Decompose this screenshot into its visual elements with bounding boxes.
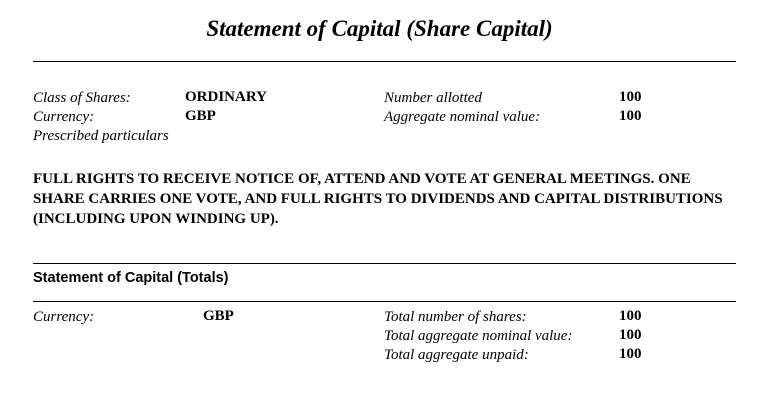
total-aggregate-nominal-value-value: 100 bbox=[619, 327, 642, 343]
total-aggregate-nominal-value-label: Total aggregate nominal value: bbox=[384, 328, 573, 344]
aggregate-nominal-value-value: 100 bbox=[619, 108, 642, 124]
class-of-shares-label: Class of Shares: bbox=[33, 90, 131, 106]
total-aggregate-unpaid-value: 100 bbox=[619, 346, 642, 362]
totals-currency-label: Currency: bbox=[33, 309, 95, 325]
total-number-of-shares-label: Total number of shares: bbox=[384, 309, 527, 325]
totals-bottom-divider bbox=[33, 301, 736, 302]
currency-value: GBP bbox=[185, 108, 216, 124]
totals-top-divider bbox=[33, 263, 736, 264]
prescribed-particulars-text: FULL RIGHTS TO RECEIVE NOTICE OF, ATTEND AND VOTE AT GENERAL MEETINGS. ONE SHARE CARRIES ONE VOTE, AND FULL RIGHTS TO DIVIDENDS AND CAPITAL DISTRIBUTIONS (INCLUDING UPON WINDING UP). bbox=[33, 171, 723, 227]
title-divider bbox=[33, 61, 736, 62]
aggregate-nominal-value-label: Aggregate nominal value: bbox=[384, 109, 541, 125]
prescribed-particulars-label: Prescribed particulars bbox=[33, 128, 169, 144]
currency-label: Currency: bbox=[33, 109, 95, 125]
total-number-of-shares-value: 100 bbox=[619, 308, 642, 324]
class-of-shares-value: ORDINARY bbox=[185, 89, 267, 105]
total-aggregate-unpaid-label: Total aggregate unpaid: bbox=[384, 347, 529, 363]
number-allotted-value: 100 bbox=[619, 89, 642, 105]
page-title: Statement of Capital (Share Capital) bbox=[206, 16, 553, 41]
number-allotted-label: Number allotted bbox=[384, 90, 482, 106]
totals-heading: Statement of Capital (Totals) bbox=[33, 270, 229, 286]
totals-currency-value: GBP bbox=[203, 308, 234, 324]
